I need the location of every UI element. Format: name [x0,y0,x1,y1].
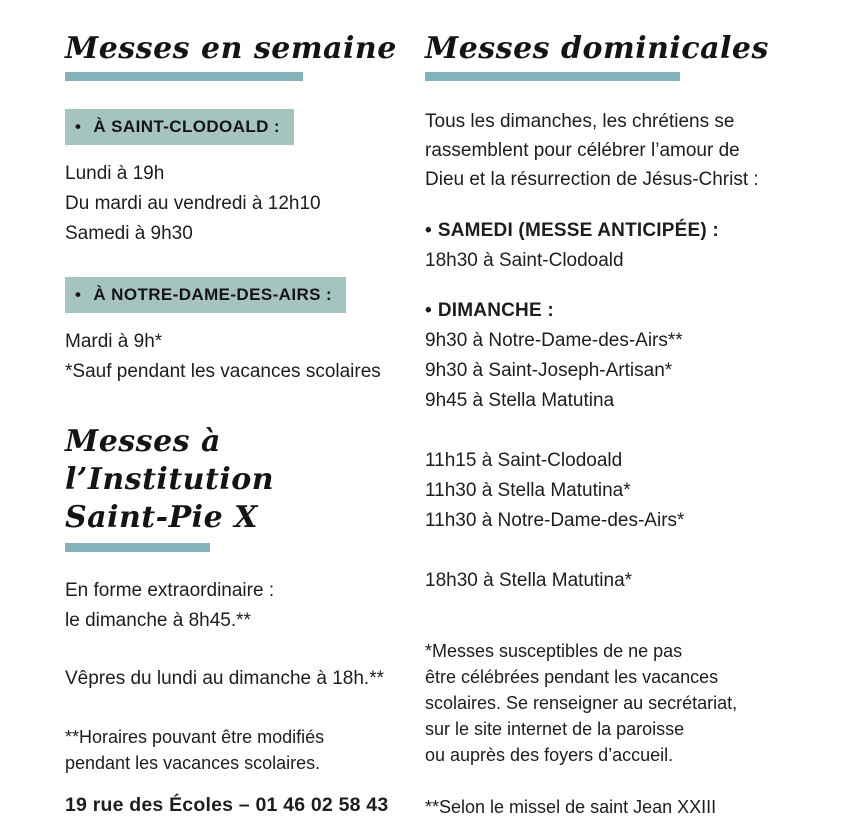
schedule-line: En forme extraordinaire : [65,580,275,601]
schedule-line: 11h30 à Notre-Dame-des-Airs* [425,510,685,531]
notre-dame-label [65,277,346,313]
footnote-line: sur le site internet de la paroisse [425,719,685,739]
sunday-masses-title: Messes dominicales [425,31,769,66]
schedule-line: 9h45 à Stella Matutina [425,390,615,411]
sunday-midday-block [425,446,856,536]
cancellation-footnote [425,638,856,768]
intro-line: rassemblent pour célébrer l’amour de [425,140,740,161]
institution-title-underline [65,543,210,552]
schedule-note-block [65,724,400,776]
left-column [0,0,400,836]
sunday-label-text: DIMANCHE : [437,300,554,321]
saturday-label-text: SAMEDI (MESSE ANTICIPÉE) : [437,220,719,241]
schedule-line: Mardi à 9h* [65,331,163,352]
schedule-line: 11h30 à Stella Matutina* [425,480,631,501]
footnote-line: ou auprès des foyers d’accueil. [425,745,674,765]
schedule-line: Du mardi au vendredi à 12h10 [65,193,321,214]
saint-clodoald-section [65,109,400,249]
bullet-icon: • [75,285,82,304]
right-column [400,0,856,836]
bullet-icon: • [75,117,82,136]
sunday-label [425,296,856,326]
institution-address-phone: 19 rue des Écoles – 01 46 02 58 43 [65,794,389,816]
notre-dame-section [65,277,400,387]
footnote-line: scolaires. Se renseigner au secrétariat, [425,693,738,713]
schedule-line: le dimanche à 8h45.** [65,610,251,631]
bullet-icon: • [425,220,432,241]
saturday-section [425,216,856,276]
schedule-line: *Sauf pendant les vacances scolaires [65,361,381,382]
notre-dame-schedule [65,327,400,387]
saturday-label [425,216,856,246]
saint-clodoald-schedule [65,159,400,249]
sunday-evening-block [425,566,856,596]
extraordinary-form-block [65,576,400,636]
schedule-line: 9h30 à Notre-Dame-des-Airs** [425,330,683,351]
intro-line: Dieu et la résurrection de Jésus-Christ : [425,169,759,190]
sunday-section [425,296,856,416]
footnote-line: être célébrées pendant les vacances [425,667,719,687]
institution-title-line1: Messes à l’Institution [65,424,275,497]
schedule-line: 9h30 à Saint-Joseph-Artisan* [425,360,673,381]
institution-section [65,423,400,817]
weekday-masses-title: Messes en semaine [65,31,397,66]
note-line: **Horaires pouvant être modifiés [65,727,325,747]
notre-dame-label-text: À NOTRE-DAME-DES-AIRS : [93,285,333,304]
sunday-intro-paragraph [425,107,856,194]
saint-clodoald-label [65,109,294,145]
sunday-title-underline [425,72,680,81]
schedule-line: 11h15 à Saint-Clodoald [425,450,623,471]
note-line: pendant les vacances scolaires. [65,753,321,773]
intro-line: Tous les dimanches, les chrétiens se [425,111,735,132]
weekday-title-underline [65,72,303,81]
schedule-line: 18h30 à Stella Matutina* [425,570,633,591]
missal-footnote: **Selon le missel de saint Jean XXIII [425,797,717,817]
footnote-line: *Messes susceptibles de ne pas [425,641,683,661]
schedule-line: Samedi à 9h30 [65,223,193,244]
schedule-line: Lundi à 19h [65,163,165,184]
institution-title-line2: Saint-Pie X [65,500,258,535]
bullet-icon: • [425,300,432,321]
vespers-line: Vêpres du lundi au dimanche à 18h.** [65,668,385,689]
saint-clodoald-label-text: À SAINT-CLODOALD : [93,117,280,136]
schedule-line: 18h30 à Saint-Clodoald [425,250,624,271]
